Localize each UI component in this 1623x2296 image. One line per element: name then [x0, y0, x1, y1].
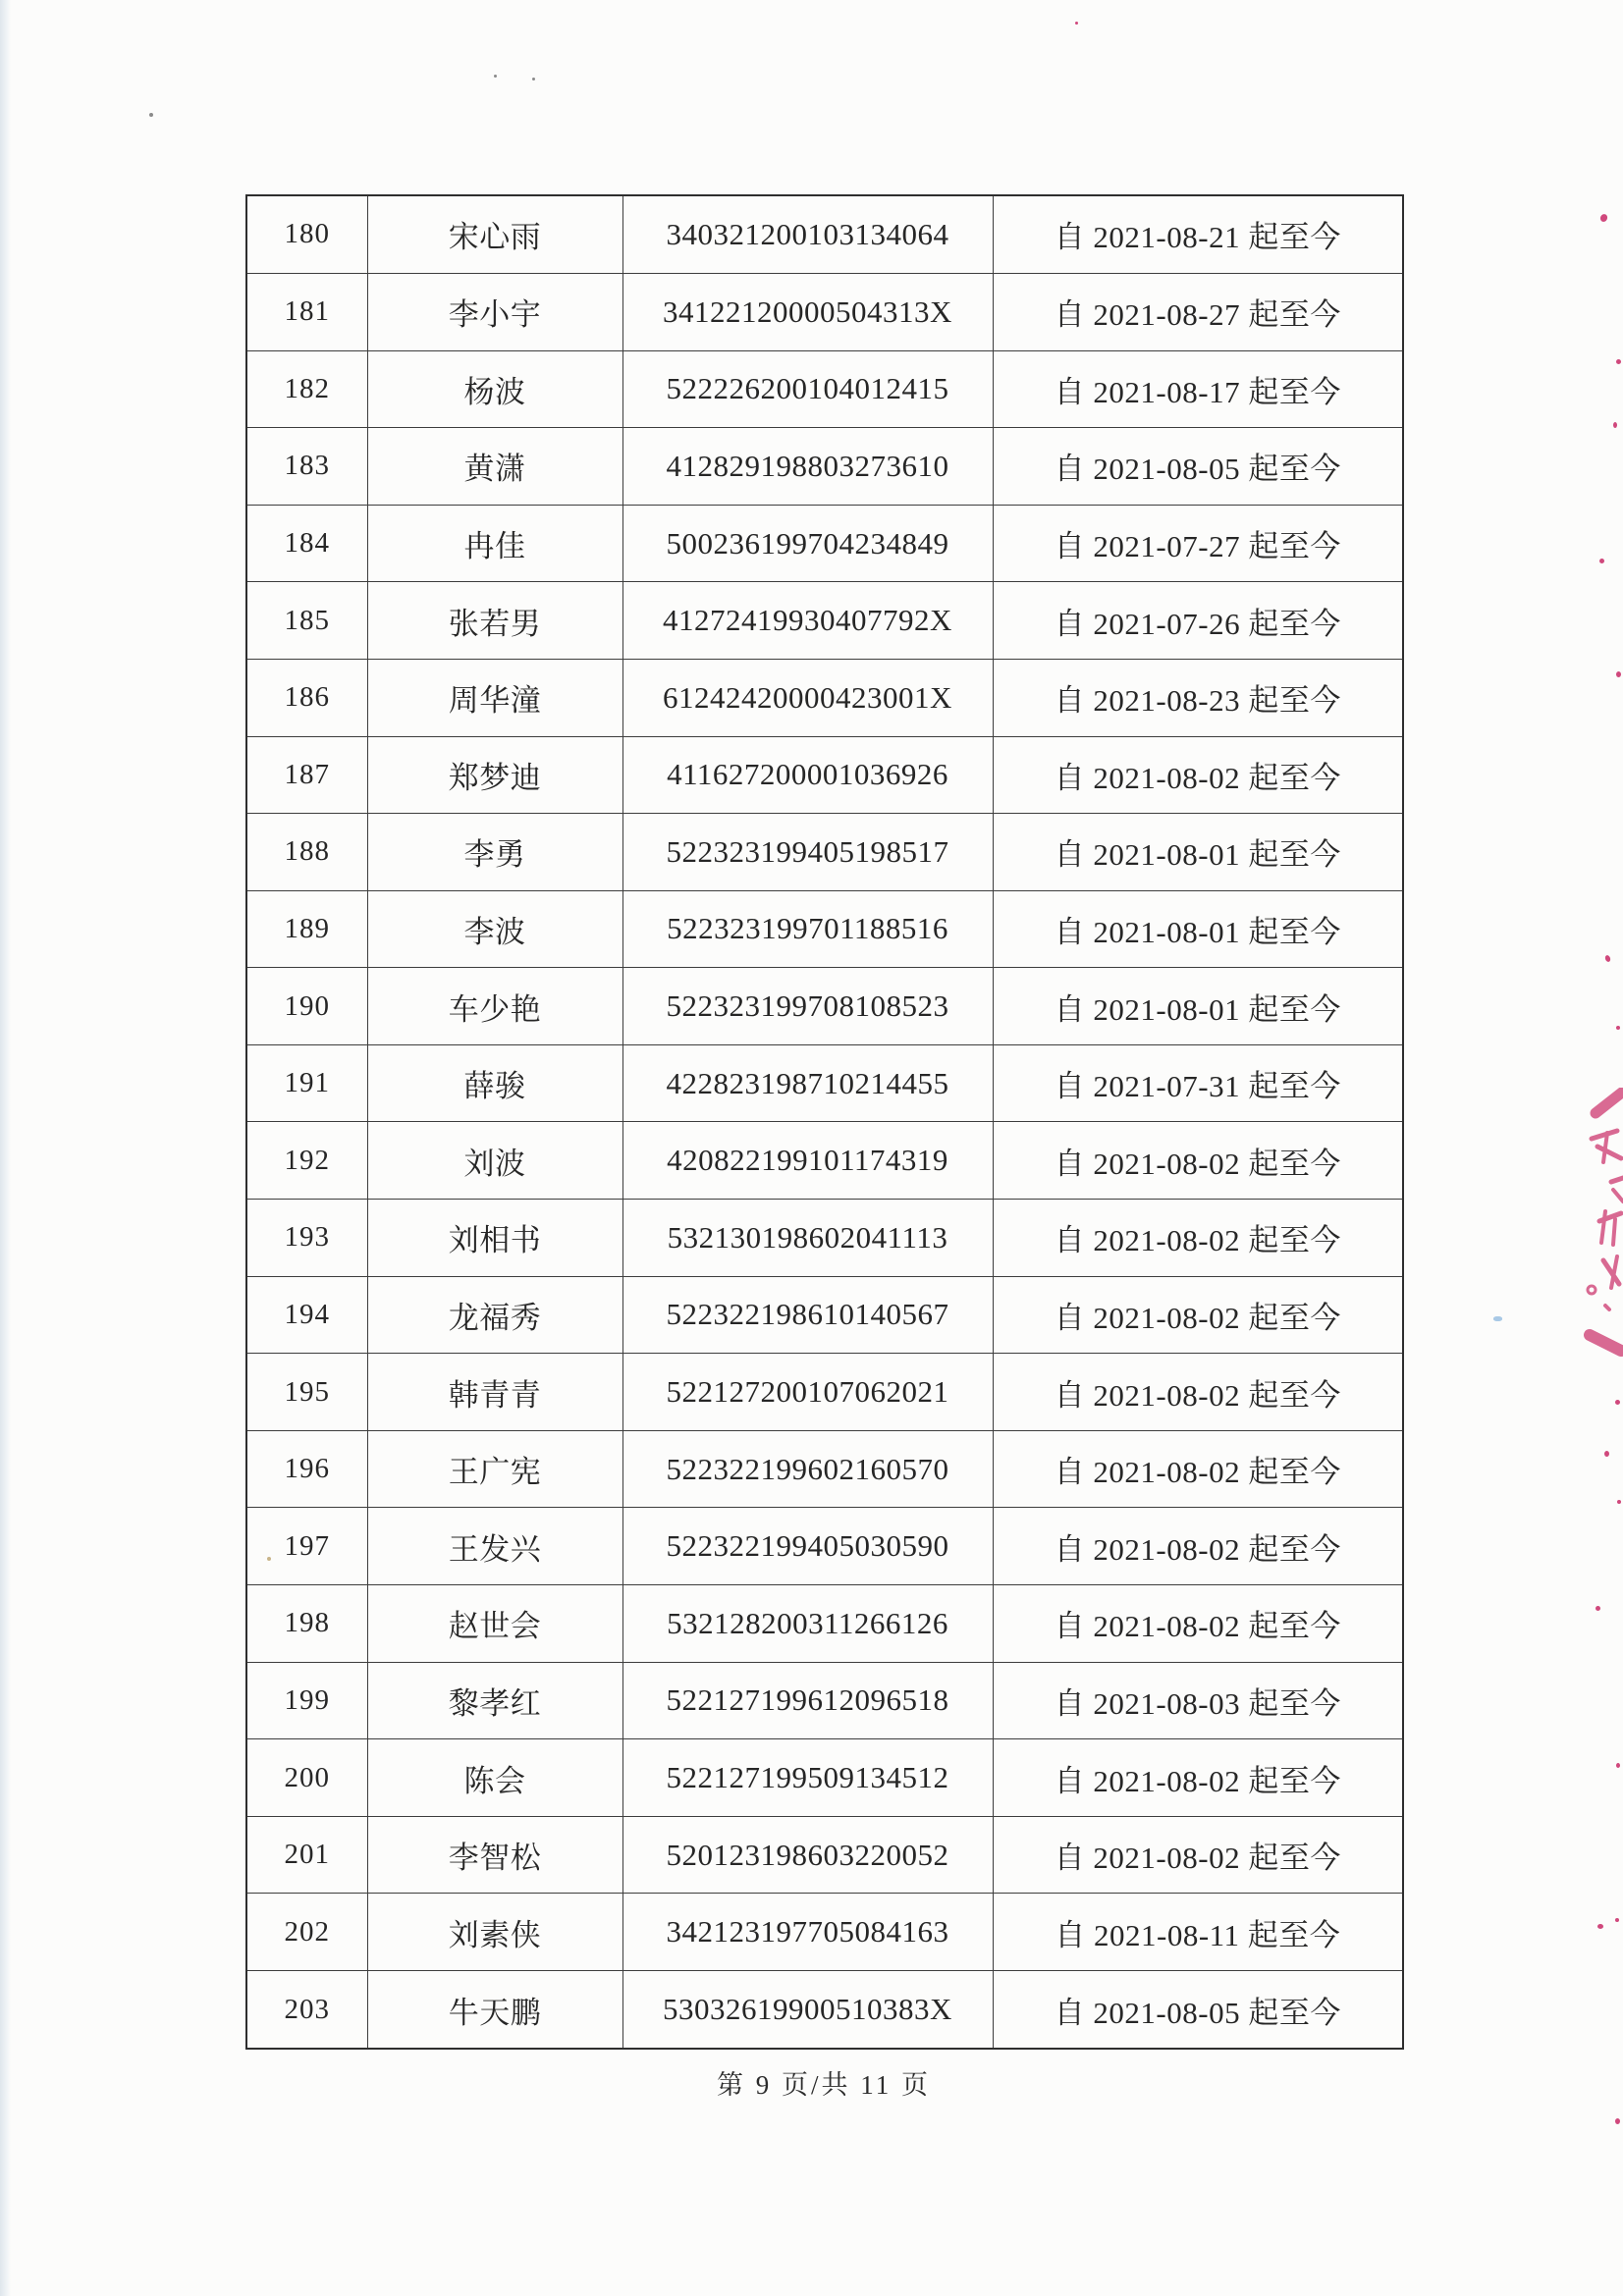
name-cell: 冉佳 [367, 505, 622, 582]
row-number-cell: 195 [246, 1354, 367, 1431]
period-cell: 自 2021-08-02 起至今 [993, 1816, 1403, 1894]
name-cell: 黄潇 [367, 428, 622, 506]
row-number-cell: 184 [246, 505, 367, 582]
id-number-cell: 522127200107062021 [622, 1354, 993, 1431]
table-row [246, 582, 1403, 660]
roster-table [245, 194, 1404, 2050]
pink-speck [1615, 2118, 1620, 2124]
row-number-cell: 192 [246, 1122, 367, 1200]
name-cell: 王发兴 [367, 1508, 622, 1585]
id-number-cell: 61242420000423001X [622, 659, 993, 736]
period-cell: 自 2021-08-27 起至今 [993, 273, 1403, 350]
table-row [246, 505, 1403, 582]
name-cell: 刘素侠 [367, 1894, 622, 1971]
table-row [246, 1662, 1403, 1739]
id-number-cell: 522323199708108523 [622, 968, 993, 1045]
period-cell: 自 2021-08-21 起至今 [993, 195, 1403, 273]
name-cell: 张若男 [367, 582, 622, 660]
row-number-cell: 191 [246, 1044, 367, 1122]
row-number-cell: 203 [246, 1971, 367, 2050]
table-row [246, 1971, 1403, 2050]
table-row [246, 1430, 1403, 1508]
pink-speck [1616, 1763, 1620, 1768]
period-cell: 自 2021-08-23 起至今 [993, 659, 1403, 736]
period-cell: 自 2021-08-11 起至今 [993, 1894, 1403, 1971]
row-number-cell: 186 [246, 659, 367, 736]
gray-speck [532, 78, 535, 80]
pink-speck [1596, 1606, 1600, 1611]
period-cell: 自 2021-07-31 起至今 [993, 1044, 1403, 1122]
table-row [246, 195, 1403, 273]
red-stamp-fragment [1578, 1088, 1623, 1368]
row-number-cell: 182 [246, 350, 367, 428]
period-cell: 自 2021-08-03 起至今 [993, 1662, 1403, 1739]
pink-speck [1615, 1918, 1619, 1922]
name-cell: 李小宇 [367, 273, 622, 350]
id-number-cell: 34122120000504313X [622, 273, 993, 350]
row-number-cell: 197 [246, 1508, 367, 1585]
table-row [246, 1739, 1403, 1817]
row-number-cell: 196 [246, 1430, 367, 1508]
id-number-cell: 522226200104012415 [622, 350, 993, 428]
blue-speck [1493, 1316, 1502, 1321]
table-row [246, 659, 1403, 736]
id-number-cell: 532128200311266126 [622, 1585, 993, 1663]
period-cell: 自 2021-08-17 起至今 [993, 350, 1403, 428]
id-number-cell: 422823198710214455 [622, 1044, 993, 1122]
pink-speck [1616, 359, 1621, 364]
row-number-cell: 183 [246, 428, 367, 506]
period-cell: 自 2021-07-26 起至今 [993, 582, 1403, 660]
table-row [246, 736, 1403, 814]
pink-speck [1075, 22, 1078, 25]
period-cell: 自 2021-08-05 起至今 [993, 428, 1403, 506]
name-cell: 李波 [367, 890, 622, 968]
table-row [246, 1894, 1403, 1971]
period-cell: 自 2021-08-02 起至今 [993, 1585, 1403, 1663]
gray-speck [494, 75, 497, 78]
id-number-cell: 340321200103134064 [622, 195, 993, 273]
table-row [246, 273, 1403, 350]
period-cell: 自 2021-08-02 起至今 [993, 1354, 1403, 1431]
id-number-cell: 532130198602041113 [622, 1200, 993, 1277]
id-number-cell: 522323199405198517 [622, 814, 993, 891]
row-number-cell: 194 [246, 1276, 367, 1354]
id-number-cell: 53032619900510383X [622, 1971, 993, 2050]
name-cell: 黎孝红 [367, 1662, 622, 1739]
roster-table-body [246, 195, 1403, 2049]
id-number-cell: 522322198610140567 [622, 1276, 993, 1354]
row-number-cell: 199 [246, 1662, 367, 1739]
table-row [246, 814, 1403, 891]
gray-speck [267, 1557, 271, 1561]
period-cell: 自 2021-08-01 起至今 [993, 814, 1403, 891]
table-row [246, 1816, 1403, 1894]
id-number-cell: 41272419930407792X [622, 582, 993, 660]
table-row [246, 968, 1403, 1045]
period-cell: 自 2021-07-27 起至今 [993, 505, 1403, 582]
id-number-cell: 522322199602160570 [622, 1430, 993, 1508]
name-cell: 郑梦迪 [367, 736, 622, 814]
row-number-cell: 190 [246, 968, 367, 1045]
period-cell: 自 2021-08-02 起至今 [993, 1508, 1403, 1585]
period-cell: 自 2021-08-02 起至今 [993, 1276, 1403, 1354]
name-cell: 宋心雨 [367, 195, 622, 273]
id-number-cell: 522127199509134512 [622, 1739, 993, 1817]
pink-speck [1604, 1451, 1609, 1457]
name-cell: 周华潼 [367, 659, 622, 736]
period-cell: 自 2021-08-02 起至今 [993, 1200, 1403, 1277]
period-cell: 自 2021-08-01 起至今 [993, 968, 1403, 1045]
name-cell: 王广宪 [367, 1430, 622, 1508]
gray-speck [149, 113, 153, 117]
table-row [246, 890, 1403, 968]
name-cell: 龙福秀 [367, 1276, 622, 1354]
pink-speck [1599, 213, 1609, 223]
period-cell: 自 2021-08-01 起至今 [993, 890, 1403, 968]
table-row [246, 1585, 1403, 1663]
table-row [246, 1200, 1403, 1277]
pink-speck [1616, 671, 1621, 677]
row-number-cell: 193 [246, 1200, 367, 1277]
row-number-cell: 198 [246, 1585, 367, 1663]
pink-speck [1615, 1400, 1620, 1405]
row-number-cell: 189 [246, 890, 367, 968]
row-number-cell: 201 [246, 1816, 367, 1894]
id-number-cell: 522323199701188516 [622, 890, 993, 968]
page-number-footer: 第 9 页/共 11 页 [717, 2070, 931, 2100]
name-cell: 赵世会 [367, 1585, 622, 1663]
pink-speck [1604, 954, 1611, 962]
row-number-cell: 188 [246, 814, 367, 891]
pink-speck [1616, 1026, 1620, 1030]
scanner-edge-artifact [0, 0, 11, 2296]
id-number-cell: 520123198603220052 [622, 1816, 993, 1894]
id-number-cell: 411627200001036926 [622, 736, 993, 814]
pink-speck [1617, 1500, 1621, 1504]
id-number-cell: 522322199405030590 [622, 1508, 993, 1585]
period-cell: 自 2021-08-02 起至今 [993, 736, 1403, 814]
table-row [246, 1044, 1403, 1122]
name-cell: 韩青青 [367, 1354, 622, 1431]
table-row [246, 1354, 1403, 1431]
period-cell: 自 2021-08-02 起至今 [993, 1739, 1403, 1817]
row-number-cell: 187 [246, 736, 367, 814]
period-cell: 自 2021-08-05 起至今 [993, 1971, 1403, 2050]
table-row [246, 1508, 1403, 1585]
period-cell: 自 2021-08-02 起至今 [993, 1122, 1403, 1200]
id-number-cell: 412829198803273610 [622, 428, 993, 506]
row-number-cell: 180 [246, 195, 367, 273]
name-cell: 刘波 [367, 1122, 622, 1200]
stamp-strokes [1578, 1088, 1623, 1368]
row-number-cell: 200 [246, 1739, 367, 1817]
table-row [246, 1122, 1403, 1200]
id-number-cell: 500236199704234849 [622, 505, 993, 582]
id-number-cell: 342123197705084163 [622, 1894, 993, 1971]
table-row [246, 428, 1403, 506]
name-cell: 刘相书 [367, 1200, 622, 1277]
name-cell: 李勇 [367, 814, 622, 891]
row-number-cell: 181 [246, 273, 367, 350]
id-number-cell: 522127199612096518 [622, 1662, 993, 1739]
name-cell: 车少艳 [367, 968, 622, 1045]
table-row [246, 350, 1403, 428]
pink-speck [1597, 1924, 1603, 1929]
pink-speck [1599, 559, 1604, 563]
name-cell: 牛天鹏 [367, 1971, 622, 2050]
period-cell: 自 2021-08-02 起至今 [993, 1430, 1403, 1508]
name-cell: 陈会 [367, 1739, 622, 1817]
id-number-cell: 420822199101174319 [622, 1122, 993, 1200]
name-cell: 李智松 [367, 1816, 622, 1894]
row-number-cell: 185 [246, 582, 367, 660]
table-row [246, 1276, 1403, 1354]
row-number-cell: 202 [246, 1894, 367, 1971]
name-cell: 薛骏 [367, 1044, 622, 1122]
name-cell: 杨波 [367, 350, 622, 428]
pink-speck [1613, 422, 1617, 428]
